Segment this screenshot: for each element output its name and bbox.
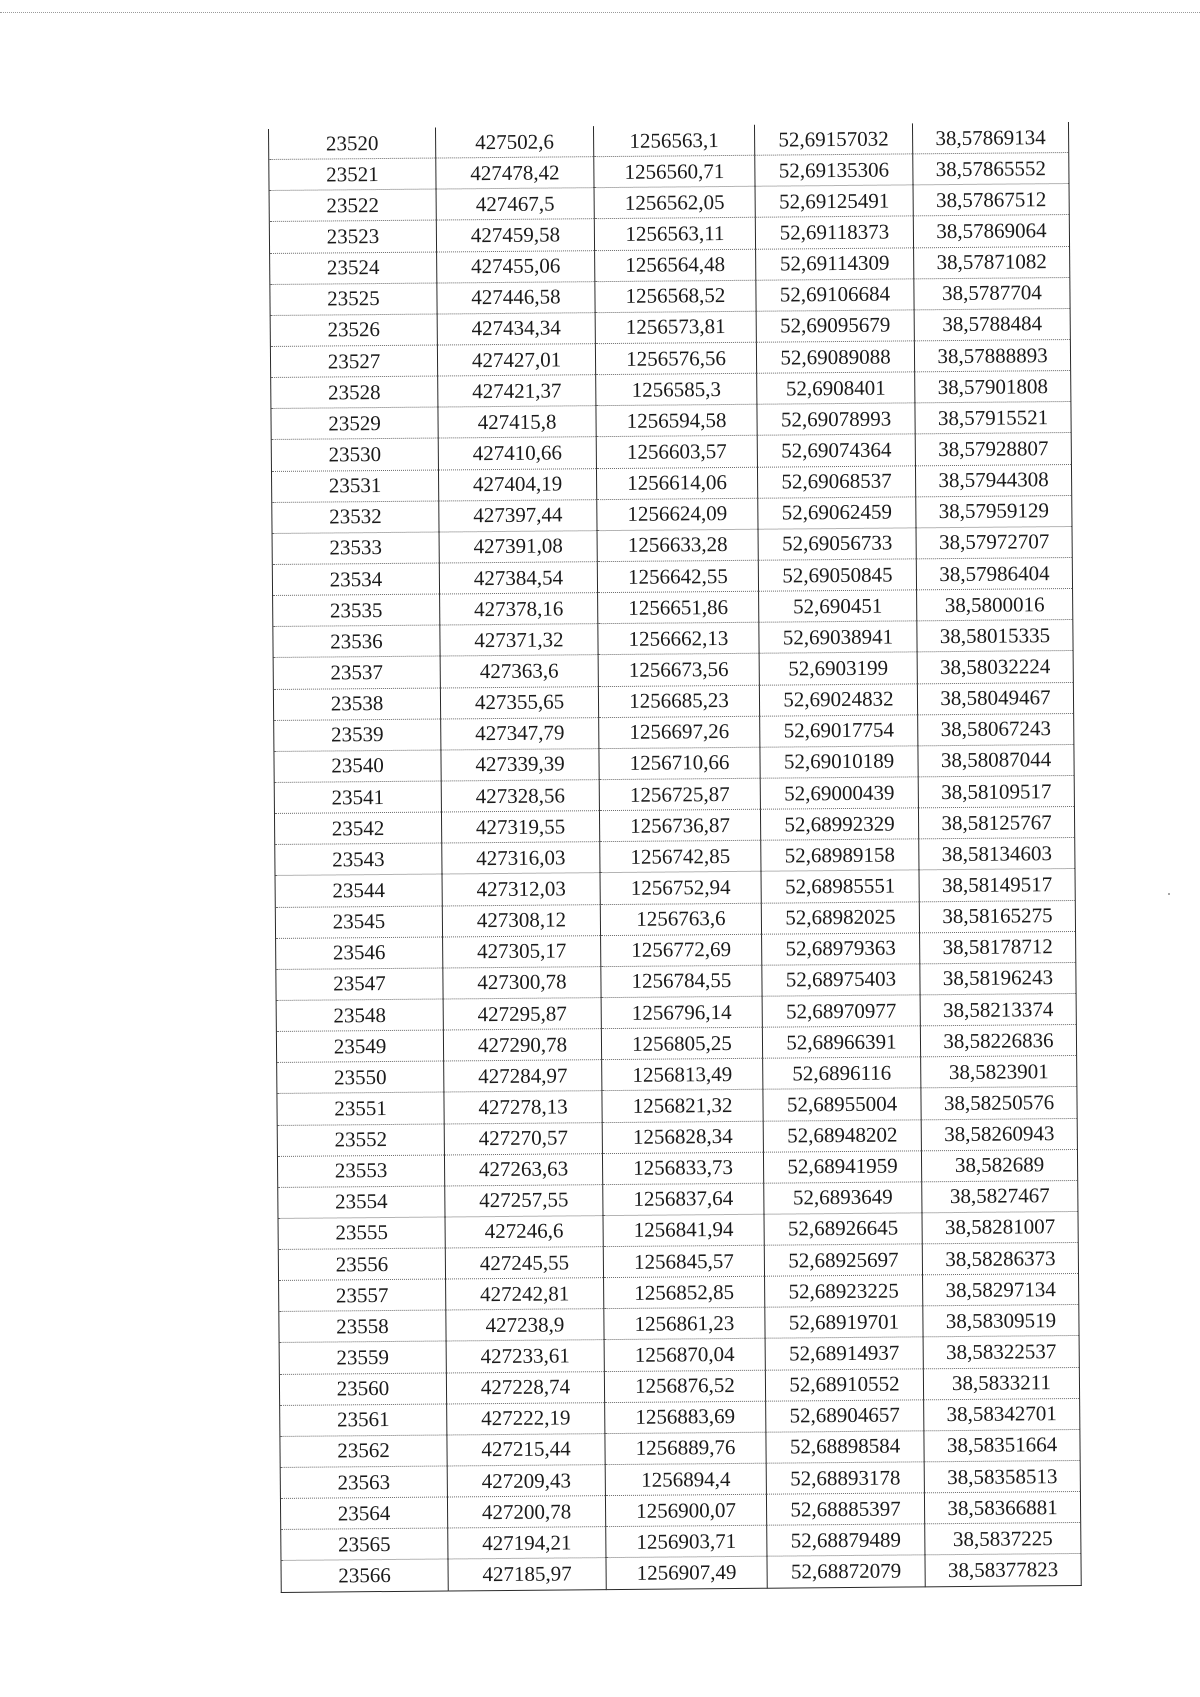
- longitude-cell: 38,57959129: [916, 495, 1072, 528]
- latitude-cell: 52,68914937: [765, 1337, 923, 1370]
- point-number-cell: 23530: [271, 438, 438, 471]
- longitude-cell: 38,58049467: [917, 682, 1073, 715]
- x-coordinate-cell: 427410,66: [438, 437, 596, 470]
- y-coordinate-cell: 1256642,55: [597, 560, 758, 593]
- point-number-cell: 23540: [274, 750, 441, 783]
- y-coordinate-cell: 1256594,58: [596, 405, 757, 438]
- longitude-cell: 38,57865552: [913, 153, 1069, 186]
- x-coordinate-cell: 427242,81: [446, 1278, 604, 1311]
- point-number-cell: 23542: [274, 812, 441, 845]
- y-coordinate-cell: 1256784,55: [601, 965, 762, 998]
- point-number-cell: 23535: [273, 594, 440, 627]
- x-coordinate-cell: 427222,19: [447, 1402, 605, 1435]
- x-coordinate-cell: 427347,79: [441, 717, 599, 750]
- longitude-cell: 38,58286373: [922, 1243, 1078, 1276]
- x-coordinate-cell: 427397,44: [439, 499, 597, 532]
- y-coordinate-cell: 1256907,49: [606, 1557, 767, 1590]
- point-number-cell: 23545: [275, 906, 442, 939]
- x-coordinate-cell: 427305,17: [443, 935, 601, 968]
- point-number-cell: 23558: [279, 1310, 446, 1343]
- latitude-cell: 52,6903199: [759, 652, 917, 685]
- y-coordinate-cell: 1256876,52: [604, 1370, 765, 1403]
- latitude-cell: 52,68925697: [764, 1244, 922, 1277]
- longitude-cell: 38,58322537: [923, 1336, 1079, 1369]
- x-coordinate-cell: 427209,43: [447, 1465, 605, 1498]
- latitude-cell: 52,69078993: [757, 403, 915, 436]
- y-coordinate-cell: 1256633,28: [597, 529, 758, 562]
- y-coordinate-cell: 1256568,52: [595, 280, 756, 313]
- y-coordinate-cell: 1256576,56: [595, 342, 756, 375]
- latitude-cell: 52,68948202: [763, 1119, 921, 1152]
- longitude-cell: 38,57871082: [914, 246, 1070, 279]
- longitude-cell: 38,58250576: [921, 1087, 1077, 1120]
- latitude-cell: 52,6893649: [764, 1182, 922, 1215]
- x-coordinate-cell: 427194,21: [448, 1527, 606, 1560]
- x-coordinate-cell: 427455,06: [437, 250, 595, 283]
- point-number-cell: 23520: [268, 128, 435, 160]
- y-coordinate-cell: 1256763,6: [600, 903, 761, 936]
- longitude-cell: 38,58067243: [918, 713, 1074, 746]
- x-coordinate-cell: 427215,44: [447, 1434, 605, 1467]
- coordinate-table: [268, 122, 1082, 1593]
- x-coordinate-cell: 427478,42: [436, 157, 594, 190]
- y-coordinate-cell: 1256894,4: [605, 1463, 766, 1496]
- longitude-cell: 38,57901808: [915, 371, 1071, 404]
- latitude-cell: 52,69050845: [758, 559, 916, 592]
- x-coordinate-cell: 427233,61: [446, 1340, 604, 1373]
- point-number-cell: 23554: [278, 1186, 445, 1219]
- y-coordinate-cell: 1256562,05: [594, 187, 755, 220]
- x-coordinate-cell: 427378,16: [440, 593, 598, 626]
- point-number-cell: 23539: [274, 719, 441, 752]
- latitude-cell: 52,68910552: [765, 1368, 923, 1401]
- latitude-cell: 52,69089088: [756, 341, 914, 374]
- point-number-cell: 23565: [281, 1528, 448, 1561]
- latitude-cell: 52,68992329: [760, 808, 918, 841]
- scan-edge-line: [0, 12, 1200, 13]
- latitude-cell: 52,69024832: [759, 683, 917, 716]
- latitude-cell: 52,69135306: [755, 154, 913, 187]
- x-coordinate-cell: 427200,78: [447, 1496, 605, 1529]
- x-coordinate-cell: 427238,9: [446, 1309, 604, 1342]
- longitude-cell: 38,57867512: [913, 184, 1069, 217]
- latitude-cell: 52,690451: [759, 590, 917, 623]
- y-coordinate-cell: 1256752,94: [600, 872, 761, 905]
- latitude-cell: 52,68923225: [765, 1275, 923, 1308]
- longitude-cell: 38,58178712: [920, 931, 1076, 964]
- latitude-cell: 52,69125491: [755, 185, 913, 218]
- y-coordinate-cell: 1256573,81: [595, 311, 756, 344]
- point-number-cell: 23548: [276, 999, 443, 1032]
- y-coordinate-cell: 1256772,69: [601, 934, 762, 967]
- y-coordinate-cell: 1256837,64: [603, 1183, 764, 1216]
- latitude-cell: 52,69010189: [760, 746, 918, 779]
- y-coordinate-cell: 1256845,57: [603, 1245, 764, 1278]
- latitude-cell: 52,68985551: [761, 870, 919, 903]
- longitude-cell: 38,58366881: [924, 1492, 1080, 1525]
- scan-speck: [1168, 893, 1170, 895]
- longitude-cell: 38,58087044: [918, 744, 1074, 777]
- longitude-cell: 38,5800016: [917, 589, 1073, 622]
- latitude-cell: 52,69118373: [755, 216, 913, 249]
- point-number-cell: 23537: [273, 656, 440, 689]
- y-coordinate-cell: 1256685,23: [598, 685, 759, 718]
- point-number-cell: 23553: [277, 1155, 444, 1188]
- point-number-cell: 23555: [278, 1217, 445, 1250]
- point-number-cell: 23543: [275, 843, 442, 876]
- point-number-cell: 23563: [280, 1466, 447, 1499]
- y-coordinate-cell: 1256624,09: [597, 498, 758, 531]
- longitude-cell: 38,57986404: [916, 557, 1072, 590]
- x-coordinate-cell: 427319,55: [441, 811, 599, 844]
- longitude-cell: 38,5787704: [914, 277, 1070, 310]
- point-number-cell: 23550: [277, 1061, 444, 1094]
- point-number-cell: 23549: [276, 1030, 443, 1063]
- point-number-cell: 23544: [275, 874, 442, 907]
- y-coordinate-cell: 1256903,71: [606, 1526, 767, 1559]
- latitude-cell: 52,69114309: [756, 247, 914, 280]
- x-coordinate-cell: 427290,78: [443, 1029, 601, 1062]
- x-coordinate-cell: 427316,03: [442, 842, 600, 875]
- y-coordinate-cell: 1256564,48: [595, 249, 756, 282]
- longitude-cell: 38,58358513: [924, 1461, 1080, 1494]
- latitude-cell: 52,68941959: [763, 1150, 921, 1183]
- point-number-cell: 23560: [279, 1373, 446, 1406]
- latitude-cell: 52,68955004: [763, 1088, 921, 1121]
- point-number-cell: 23556: [278, 1248, 445, 1281]
- point-number-cell: 23524: [270, 252, 437, 285]
- x-coordinate-cell: 427384,54: [439, 562, 597, 595]
- x-coordinate-cell: 427415,8: [438, 406, 596, 439]
- latitude-cell: 52,68898584: [766, 1431, 924, 1464]
- y-coordinate-cell: 1256673,56: [598, 654, 759, 687]
- longitude-cell: 38,58015335: [917, 620, 1073, 653]
- latitude-cell: 52,68885397: [766, 1493, 924, 1526]
- y-coordinate-cell: 1256651,86: [598, 591, 759, 624]
- x-coordinate-cell: 427308,12: [442, 904, 600, 937]
- y-coordinate-cell: 1256833,73: [602, 1152, 763, 1185]
- y-coordinate-cell: 1256585,3: [596, 373, 757, 406]
- point-number-cell: 23552: [277, 1124, 444, 1157]
- document-page: [268, 122, 1081, 1593]
- point-number-cell: 23547: [276, 968, 443, 1001]
- latitude-cell: 52,68975403: [762, 964, 920, 997]
- y-coordinate-cell: 1256841,94: [603, 1214, 764, 1247]
- x-coordinate-cell: 427467,5: [436, 188, 594, 221]
- x-coordinate-cell: 427446,58: [437, 281, 595, 314]
- point-number-cell: 23559: [279, 1341, 446, 1374]
- y-coordinate-cell: 1256883,69: [605, 1401, 766, 1434]
- longitude-cell: 38,58351664: [924, 1429, 1080, 1462]
- latitude-cell: 52,68879489: [767, 1524, 925, 1557]
- point-number-cell: 23562: [280, 1435, 447, 1468]
- latitude-cell: 52,68872079: [767, 1555, 925, 1588]
- longitude-cell: 38,57888893: [914, 339, 1070, 372]
- y-coordinate-cell: 1256662,13: [598, 622, 759, 655]
- longitude-cell: 38,58213374: [920, 993, 1076, 1026]
- y-coordinate-cell: 1256563,11: [594, 218, 755, 251]
- longitude-cell: 38,58281007: [922, 1211, 1078, 1244]
- x-coordinate-cell: 427295,87: [443, 998, 601, 1031]
- point-number-cell: 23527: [270, 345, 437, 378]
- y-coordinate-cell: 1256736,87: [599, 809, 760, 842]
- longitude-cell: 38,5788484: [914, 308, 1070, 341]
- latitude-cell: 52,69038941: [759, 621, 917, 654]
- latitude-cell: 52,68989158: [761, 839, 919, 872]
- point-number-cell: 23551: [277, 1092, 444, 1125]
- x-coordinate-cell: 427245,55: [445, 1247, 603, 1280]
- latitude-cell: 52,69157032: [754, 123, 912, 155]
- point-number-cell: 23526: [270, 314, 437, 347]
- point-number-cell: 23525: [270, 283, 437, 316]
- latitude-cell: 52,69106684: [756, 279, 914, 312]
- longitude-cell: 38,5823901: [921, 1056, 1077, 1089]
- point-number-cell: 23532: [272, 501, 439, 534]
- longitude-cell: 38,58297134: [923, 1274, 1079, 1307]
- point-number-cell: 23564: [280, 1497, 447, 1530]
- point-number-cell: 23522: [269, 189, 436, 222]
- latitude-cell: 52,68966391: [762, 1026, 920, 1059]
- longitude-cell: 38,57915521: [915, 402, 1071, 435]
- point-number-cell: 23533: [272, 532, 439, 565]
- latitude-cell: 52,69056733: [758, 528, 916, 561]
- longitude-cell: 38,5837225: [925, 1523, 1081, 1556]
- coordinate-table-body: [268, 122, 1081, 1592]
- longitude-cell: 38,58149517: [919, 869, 1075, 902]
- latitude-cell: 52,69068537: [757, 465, 915, 498]
- x-coordinate-cell: 427339,39: [441, 748, 599, 781]
- y-coordinate-cell: 1256697,26: [599, 716, 760, 749]
- longitude-cell: 38,58309519: [923, 1305, 1079, 1338]
- x-coordinate-cell: 427363,6: [440, 655, 598, 688]
- latitude-cell: 52,6908401: [757, 372, 915, 405]
- y-coordinate-cell: 1256821,32: [602, 1090, 763, 1123]
- longitude-cell: 38,58109517: [918, 775, 1074, 808]
- latitude-cell: 52,6896116: [763, 1057, 921, 1090]
- table-row: [281, 1554, 1081, 1592]
- y-coordinate-cell: 1256742,85: [600, 840, 761, 873]
- latitude-cell: 52,69074364: [757, 434, 915, 467]
- point-number-cell: 23566: [281, 1559, 448, 1592]
- x-coordinate-cell: 427270,57: [444, 1122, 602, 1155]
- longitude-cell: 38,57928807: [915, 433, 1071, 466]
- y-coordinate-cell: 1256828,34: [602, 1121, 763, 1154]
- x-coordinate-cell: 427371,32: [440, 624, 598, 657]
- point-number-cell: 23538: [273, 688, 440, 721]
- longitude-cell: 38,57869064: [913, 215, 1069, 248]
- y-coordinate-cell: 1256563,1: [593, 125, 754, 157]
- x-coordinate-cell: 427312,03: [442, 873, 600, 906]
- x-coordinate-cell: 427185,97: [448, 1558, 606, 1591]
- x-coordinate-cell: 427328,56: [441, 780, 599, 813]
- y-coordinate-cell: 1256614,06: [596, 467, 757, 500]
- longitude-cell: 38,58342701: [924, 1398, 1080, 1431]
- x-coordinate-cell: 427257,55: [445, 1184, 603, 1217]
- y-coordinate-cell: 1256710,66: [599, 747, 760, 780]
- point-number-cell: 23546: [276, 937, 443, 970]
- x-coordinate-cell: 427502,6: [435, 126, 593, 158]
- longitude-cell: 38,58134603: [919, 838, 1075, 871]
- y-coordinate-cell: 1256813,49: [602, 1058, 763, 1091]
- longitude-cell: 38,58377823: [925, 1554, 1081, 1587]
- latitude-cell: 52,69095679: [756, 310, 914, 343]
- x-coordinate-cell: 427263,63: [444, 1153, 602, 1186]
- point-number-cell: 23528: [271, 376, 438, 409]
- latitude-cell: 52,68919701: [765, 1306, 923, 1339]
- longitude-cell: 38,5833211: [923, 1367, 1079, 1400]
- y-coordinate-cell: 1256725,87: [599, 778, 760, 811]
- x-coordinate-cell: 427404,19: [438, 468, 596, 501]
- point-number-cell: 23561: [280, 1404, 447, 1437]
- longitude-cell: 38,5827467: [922, 1180, 1078, 1213]
- longitude-cell: 38,582689: [921, 1149, 1077, 1182]
- point-number-cell: 23536: [273, 625, 440, 658]
- longitude-cell: 38,58260943: [921, 1118, 1077, 1151]
- point-number-cell: 23529: [271, 407, 438, 440]
- latitude-cell: 52,68970977: [762, 995, 920, 1028]
- point-number-cell: 23534: [272, 563, 439, 596]
- y-coordinate-cell: 1256796,14: [601, 996, 762, 1029]
- y-coordinate-cell: 1256861,23: [604, 1308, 765, 1341]
- y-coordinate-cell: 1256805,25: [601, 1027, 762, 1060]
- point-number-cell: 23557: [279, 1279, 446, 1312]
- latitude-cell: 52,68926645: [764, 1213, 922, 1246]
- latitude-cell: 52,68893178: [766, 1462, 924, 1495]
- longitude-cell: 38,57944308: [915, 464, 1071, 497]
- longitude-cell: 38,58226836: [920, 1025, 1076, 1058]
- x-coordinate-cell: 427278,13: [444, 1091, 602, 1124]
- x-coordinate-cell: 427459,58: [436, 219, 594, 252]
- y-coordinate-cell: 1256603,57: [596, 436, 757, 469]
- y-coordinate-cell: 1256852,85: [604, 1276, 765, 1309]
- longitude-cell: 38,58196243: [920, 962, 1076, 995]
- x-coordinate-cell: 427246,6: [445, 1216, 603, 1249]
- y-coordinate-cell: 1256560,71: [594, 155, 755, 188]
- y-coordinate-cell: 1256900,07: [605, 1494, 766, 1527]
- latitude-cell: 52,69000439: [760, 777, 918, 810]
- latitude-cell: 52,68982025: [761, 901, 919, 934]
- longitude-cell: 38,57972707: [916, 526, 1072, 559]
- latitude-cell: 52,69062459: [758, 497, 916, 530]
- point-number-cell: 23521: [269, 158, 436, 191]
- longitude-cell: 38,57869134: [912, 122, 1068, 154]
- x-coordinate-cell: 427228,74: [446, 1371, 604, 1404]
- point-number-cell: 23541: [274, 781, 441, 814]
- x-coordinate-cell: 427284,97: [444, 1060, 602, 1093]
- latitude-cell: 52,68979363: [762, 933, 920, 966]
- y-coordinate-cell: 1256889,76: [605, 1432, 766, 1465]
- x-coordinate-cell: 427300,78: [443, 966, 601, 999]
- y-coordinate-cell: 1256870,04: [604, 1339, 765, 1372]
- longitude-cell: 38,58032224: [917, 651, 1073, 684]
- point-number-cell: 23523: [269, 220, 436, 253]
- x-coordinate-cell: 427355,65: [440, 686, 598, 719]
- x-coordinate-cell: 427434,34: [437, 312, 595, 345]
- longitude-cell: 38,58165275: [919, 900, 1075, 933]
- latitude-cell: 52,68904657: [766, 1400, 924, 1433]
- longitude-cell: 38,58125767: [918, 807, 1074, 840]
- x-coordinate-cell: 427421,37: [438, 375, 596, 408]
- x-coordinate-cell: 427391,08: [439, 530, 597, 563]
- point-number-cell: 23531: [271, 470, 438, 503]
- latitude-cell: 52,69017754: [760, 715, 918, 748]
- x-coordinate-cell: 427427,01: [437, 344, 595, 377]
